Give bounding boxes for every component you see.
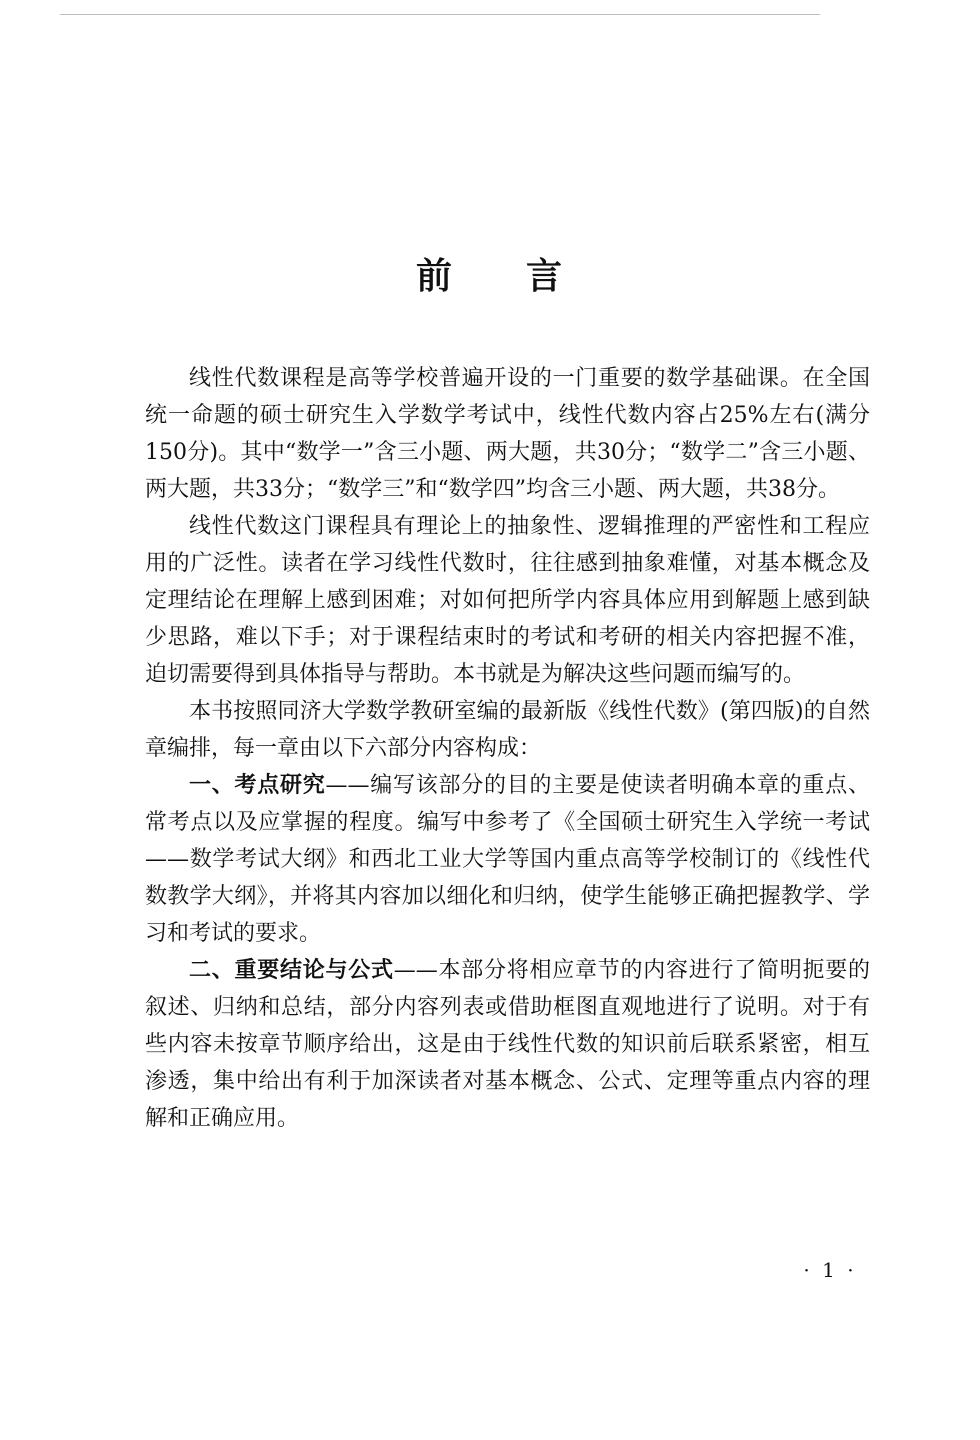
body-text [145,360,870,1137]
title-part-2: 言 [526,256,565,297]
page-title [0,248,980,299]
top-rule [60,14,820,15]
paragraph-5-lead: 二、重要结论与公式 [189,958,394,983]
title-part-1: 前 [415,256,454,297]
paragraph-2: 线性代数这门课程具有理论上的抽象性、逻辑推理的严密性和工程应用的广泛性。读者在学习线性代数时，往往感到抽象难懂，对基本概念及定理结论在理解上感到困难；对如何把所学内容具体应用到解题上感到缺少思路，难以下手；对于课程结束时的考试和考研的相关内容把握不准，迫切需要得到具体指导与帮助。本书就是为解决这些问题而编写的。 [145,514,870,687]
paragraph-4-text: ——编写该部分的目的主要是使读者明确本章的重点、常考点以及应掌握的程度。编写中参考了《全国硕士研究生入学统一考试——数学考试大纲》和西北工业大学等国内重点高等学校制订的《线性代数教学大纲》，并将其内容加以细化和归纳，使学生能够正确把握教学、学习和考试的要求。 [145,773,870,946]
page-number: · 1 · [803,1258,857,1282]
paragraph-5 [145,952,870,1137]
paragraph-3: 本书按照同济大学数学教研室编的最新版《线性代数》(第四版)的自然章编排，每一章由以下六部分内容构成： [145,699,870,761]
paragraph-1: 线性代数课程是高等学校普遍开设的一门重要的数学基础课。在全国统一命题的硕士研究生入学数学考试中，线性代数内容占25%左右(满分150分)。其中“数学一”含三小题、两大题，共30分；“数学二”含三小题、两大题，共33分；“数学三”和“数学四”均含三小题、两大题，共38分。 [145,366,870,502]
paragraph-4 [145,767,870,952]
paragraph-4-lead: 一、考点研究 [189,773,326,798]
paragraph-5-text: ——本部分将相应章节的内容进行了简明扼要的叙述、归纳和总结，部分内容列表或借助框图直观地进行了说明。对于有些内容未按章节顺序给出，这是由于线性代数的知识前后联系紧密，相互渗透，集中给出有利于加深读者对基本概念、公式、定理等重点内容的理解和正确应用。 [145,958,870,1131]
